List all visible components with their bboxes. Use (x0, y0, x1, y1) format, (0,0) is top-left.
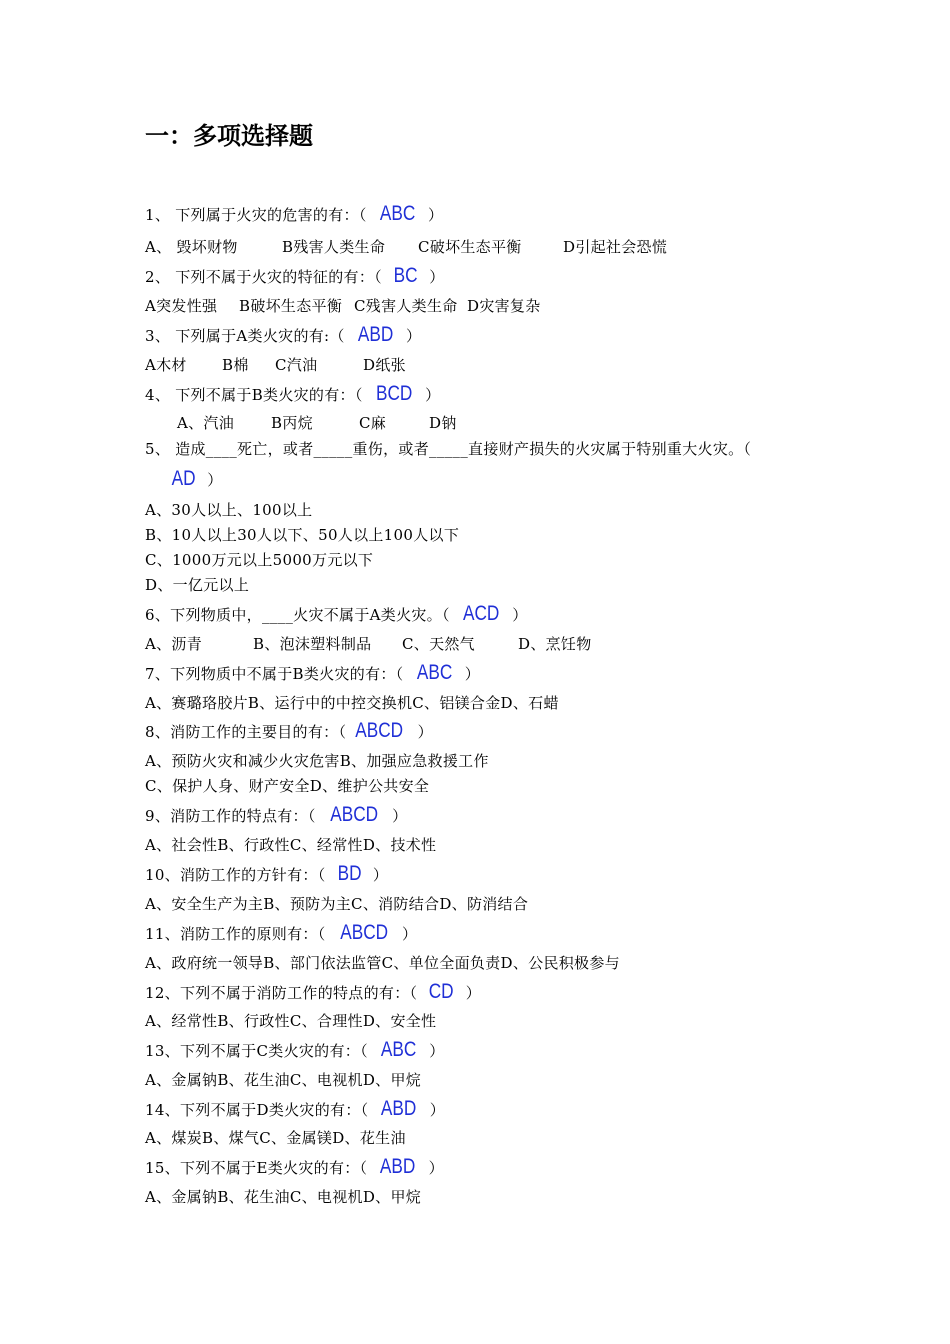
answer: ABD (380, 1155, 416, 1178)
option: A、金属钠B、花生油C、电视机D、甲烷 (145, 1188, 422, 1206)
option: D纸张 (363, 356, 406, 374)
question-6: 6、下列物质中，____火灾不属于A类火灾。（ ACD ） (145, 602, 528, 625)
option: D引起社会恐慌 (563, 238, 668, 256)
option: C破坏生态平衡 (418, 238, 522, 256)
question-2: 2、 下列不属于火灾的特征的有：（ BC ） (145, 264, 445, 287)
option: B、泡沫塑料制品 (253, 635, 372, 653)
question-10: 10、消防工作的方针有：（ BD ） (145, 862, 389, 885)
option: B残害人类生命 (282, 238, 386, 256)
option: D钠 (429, 414, 457, 432)
answer: BCD (375, 382, 413, 405)
option: D、烹饪物 (518, 635, 592, 653)
question-14: 14、下列不属于D类火灾的有：（ ABD ） (145, 1097, 446, 1120)
option: B破坏生态平衡 (239, 297, 343, 315)
answer: CD (429, 980, 454, 1003)
question-11: 11、消防工作的原则有：（ ABCD ） (145, 921, 418, 944)
option: A、经常性B、行政性C、合理性D、安全性 (145, 1012, 437, 1030)
answer: ABD (381, 1097, 417, 1120)
option: A、 毁坏财物 (145, 238, 238, 256)
answer: ABCD (355, 719, 404, 742)
answer: ABD (357, 323, 394, 346)
option: A、沥青 (145, 635, 203, 653)
answer: ABC (416, 661, 452, 684)
option: D灾害复杂 (467, 297, 541, 315)
answer: ACD (462, 602, 500, 625)
question-8: 8、消防工作的主要目的有：（ ABCD ） (145, 719, 433, 742)
answer: ABC (380, 1038, 417, 1061)
answer: BC (393, 264, 418, 287)
option: C麻 (359, 414, 387, 432)
answer: AD (171, 467, 196, 490)
question-15: 15、下列不属于E类火灾的有：（ ABD ） (145, 1155, 444, 1178)
option: A、30人以上、100以上 (145, 501, 313, 519)
question-5-cont: AD ） (171, 467, 223, 490)
question-3: 3、 下列属于A类火灾的有:（ ABD ） (145, 323, 422, 346)
option: A、安全生产为主B、预防为主C、消防结合D、防消结合 (145, 895, 529, 913)
option: A、社会性B、行政性C、经常性D、技术性 (145, 836, 437, 854)
question-12: 12、下列不属于消防工作的特点的有：（ CD ） (145, 980, 482, 1003)
answer: ABCD (329, 803, 378, 826)
answer: ABC (379, 202, 415, 225)
option: A、预防火灾和减少火灾危害B、加强应急救援工作 (145, 752, 489, 770)
option: D、一亿元以上 (145, 576, 250, 594)
option: C、保护人身、财产安全D、维护公共安全 (145, 777, 430, 795)
question-9: 9、消防工作的特点有：（ ABCD ） (145, 803, 408, 826)
page-title: 一：多项选择题 (145, 122, 313, 150)
option: A、政府统一领导B、部门依法监管C、单位全面负责D、公民积极参与 (145, 954, 620, 972)
option: C残害人类生命 (354, 297, 458, 315)
option: C、1000万元以上5000万元以下 (145, 551, 374, 569)
option: A木材 (145, 356, 187, 374)
question-13: 13、下列不属于C类火灾的有：（ ABC ） (145, 1038, 445, 1061)
option: B棉 (222, 356, 249, 374)
option: C汽油 (275, 356, 318, 374)
option: C、天然气 (402, 635, 475, 653)
option: A、金属钠B、花生油C、电视机D、甲烷 (145, 1071, 422, 1089)
question-1: 1、 下列属于火灾的危害的有：（ ABC ） (145, 202, 444, 225)
option: A、赛璐珞胶片B、运行中的中控交换机C、铝镁合金D、石蜡 (145, 694, 559, 712)
option: B丙烷 (271, 414, 313, 432)
answer: ABCD (339, 921, 388, 944)
option: A、煤炭B、煤气C、金属镁D、花生油 (145, 1129, 406, 1147)
question-4: 4、 下列不属于B类火灾的有：（ BCD ） (145, 382, 441, 405)
option: A突发性强 (145, 297, 218, 315)
option: A、汽油 (177, 414, 235, 432)
answer: BD (337, 862, 362, 885)
option: B、10人以上30人以下、50人以上100人以下 (145, 526, 460, 544)
question-7: 7、下列物质中不属于B类火灾的有：（ ABC ） (145, 661, 481, 684)
question-5: 5、 造成____死亡，或者_____重伤，或者_____直接财产损失的火灾属于特别重大火灾。（ (145, 440, 752, 458)
